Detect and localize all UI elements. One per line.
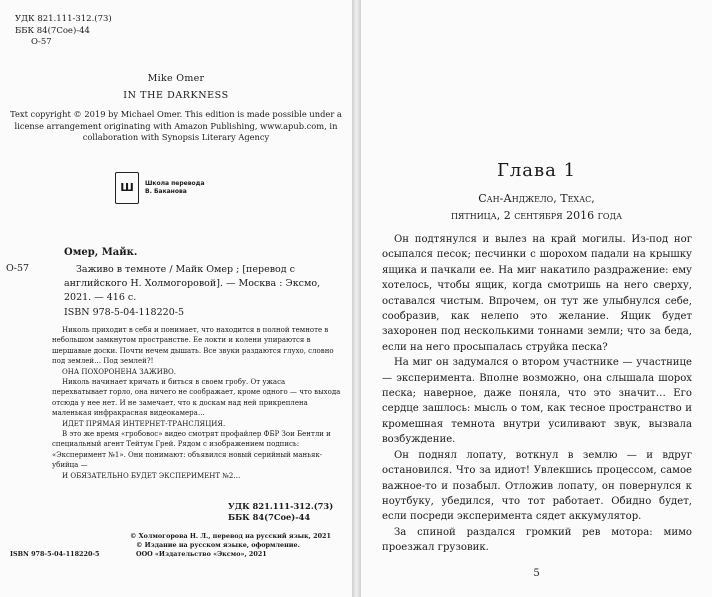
- isbn-footer: ISBN 978-5-04-118220-5: [10, 550, 100, 558]
- bbk-code-footer: ББК 84(7Сое)-44: [228, 512, 311, 522]
- copyright-notice: Text copyright © 2019 by Michael Omer. This edition is made possible under a license arrangement originating with Amazon Publishing, www.apub.com, in collaboration with Synopsis Literary Agency: [10, 109, 342, 142]
- call-number-top: О-57: [31, 37, 52, 47]
- paragraph: За спиной раздался громкий рев мотора: мимо проезжал грузовик.: [382, 526, 692, 554]
- book-gutter: [352, 0, 361, 597]
- annotation-paragraph: И ОБЯЗАТЕЛЬНО БУДЕТ ЭКСПЕРИМЕНТ №2…: [62, 471, 241, 480]
- page-number: 5: [533, 568, 540, 579]
- edition-copyright: © Издание на русском языке, оформление.: [136, 540, 300, 549]
- chapter-title: Глава 1: [496, 160, 577, 181]
- publisher-copyright: ООО «Издательство «Эксмо», 2021: [136, 549, 267, 558]
- paragraph: Он поднял лопату, воткнул в землю — и вдруг остановился. Что за идиот! Увлекшись процессом, самое важное-то и позабыл. Отложив лопату, он повернулся к ноутбуку, убедился, что тот работает. Обидно будет, если посреди эксперимента сядет аккумулятор.: [382, 449, 692, 523]
- call-number: О-57: [6, 263, 30, 274]
- udk-footer: [228, 501, 333, 523]
- udk-code-footer: УДК 821.111-312.(73): [228, 501, 334, 511]
- chapter-text: [382, 232, 692, 556]
- annotation: [52, 325, 342, 481]
- annotation-paragraph: ИДЕТ ПРЯМАЯ ИНТЕРНЕТ-ТРАНСЛЯЦИЯ.: [62, 419, 226, 428]
- logo-line-2: В. Баканова: [145, 188, 187, 195]
- isbn: ISBN 978-5-04-118220-5: [64, 307, 184, 318]
- right-page: [361, 0, 712, 597]
- annotation-paragraph: ОНА ПОХОРОНЕНА ЗАЖИВО.: [62, 367, 176, 376]
- author-russian: Омер, Майк.: [64, 247, 138, 258]
- paragraph: Он подтянулся и вылез на край могилы. Из-под ног осыпался песок; песчинки с шорохом падали на крышку ящика и пачкали ее. На миг накатило раздражение: ему хотелось, чтобы ящик, когда смотришь на него сверху, оставался чистым. Впрочем, он тут же улыбнулся себе, сообразив, как нелепо это желание. Ящик будет захоронен под несколькими тоннами земли; что за беда, если на него просыпалась струйка песка?: [382, 234, 692, 353]
- bibliographic-record: Заживо в темноте / Майк Омер ; [перевод с английского Н. Холмогоровой]. — Москва : Эксмо, 2021. — 416 с.: [64, 264, 321, 303]
- location: Сан-Анджело, Техас,: [478, 192, 595, 205]
- annotation-paragraph: Николь начинает кричать и биться в своем гробу. От ужаса перехватывает горло, она ничего не соображает, кроме одного — что выхода отсюда у нее нет. И не замечает, что к доскам над ней прикреплена маленькая инфракрасная видеокамера…: [52, 378, 341, 418]
- title-english: IN THE DARKNESS: [123, 90, 229, 101]
- logo-mark-icon: Ш: [115, 172, 139, 204]
- logo-text: [145, 180, 205, 196]
- left-page: [0, 0, 352, 597]
- annotation-paragraph: В это же время «гробовос» видео смотрят профайлер ФБР Зои Бентли и специальный агент Тейтум Грей. Рядом с изображением подпись: «Эксперимент №1». Они понимают: объявился новый серийный маньяк-убийца —: [52, 430, 331, 470]
- translation-school-logo: [115, 172, 225, 206]
- date: пятница, 2 сентября 2016 года: [450, 209, 623, 222]
- annotation-paragraph: Николь приходит в себя и понимает, что находится в полной темноте в небольшом замкнутом пространстве. Ее локти и колени упираются в шершавые доски. Почти нечем дышать. Все звуки раздаются глухо, словно под землей… Под землей?!: [52, 326, 334, 366]
- udk-code: УДК 821.111-312.(73): [15, 14, 112, 24]
- paragraph: На миг он задумался о втором участнике — участнице — эксперимента. Вполне возможно, она слышала шорох песка; наверное, даже поняла, что это значит… Его сердце зашлось: мысль о том, как тесное пространство и кромешная темнота внутри усиливают звук, вызвала возбуждение.: [382, 357, 692, 446]
- author-english: Mike Omer: [147, 73, 205, 84]
- imprint: [130, 532, 331, 558]
- chapter-setting: [361, 190, 712, 224]
- translation-copyright: © Холмогорова Н. Л., перевод на русский язык, 2021: [130, 532, 331, 540]
- logo-line-1: Школа перевода: [145, 180, 205, 187]
- bbk-code: ББК 84(7Сое)-44: [15, 25, 90, 36]
- udk-header: [15, 14, 112, 49]
